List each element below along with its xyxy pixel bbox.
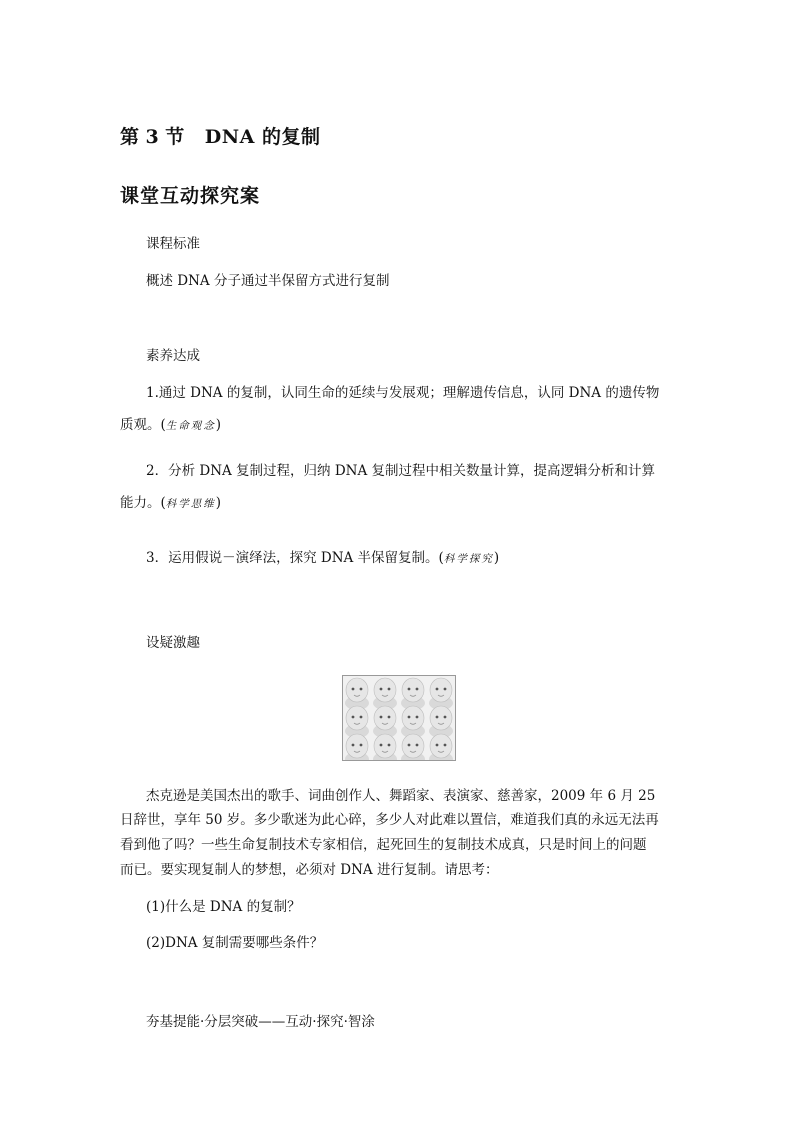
section-title: DNA 的复制 (204, 126, 321, 148)
intro-label: 设疑激趣 (146, 635, 200, 651)
curriculum-standard-content: 概述 DNA 分子通过半保留方式进行复制 (146, 273, 390, 289)
literacy-tag: 科学思维 (165, 498, 216, 510)
page-subheading: 课堂互动探究案 (120, 185, 261, 207)
babies-grid-image (343, 676, 455, 760)
baby-face (401, 706, 425, 738)
question-1: (1)什么是 DNA 的复制？ (146, 899, 301, 915)
section-suffix: 节 (165, 126, 185, 148)
section-prefix: 第 (120, 126, 140, 148)
literacy-tag: 科学探究 (443, 553, 494, 565)
baby-face (345, 678, 369, 710)
baby-face (429, 706, 453, 738)
baby-face (345, 734, 369, 760)
baby-face (401, 734, 425, 760)
intro-paragraph-line2: 日辞世，享年 50 岁。多少歌迷为此心碎，多少人对此难以置信，难道我们真的永远无法再 (120, 812, 659, 828)
baby-face (345, 706, 369, 738)
literacy-label: 素养达成 (146, 348, 200, 364)
literacy-tag: 生命观念 (165, 420, 216, 432)
literacy-item-3: 3．运用假说－演绎法，探究 DNA 半保留复制。(科学探究) (146, 550, 500, 566)
intro-paragraph-line1: 杰克逊是美国杰出的歌手、词曲创作人、舞蹈家、表演家、慈善家，2009 年 6 月 25 (146, 788, 656, 804)
literacy-item-2-line1: 2．分析 DNA 复制过程，归纳 DNA 复制过程中相关数量计算，提高逻辑分析和计算 (146, 463, 656, 479)
section-heading (120, 122, 320, 149)
intro-paragraph-line3: 看到他了吗？一些生命复制技术专家相信，起死回生的复制技术成真，只是时间上的问题 (120, 837, 647, 853)
baby-face (373, 706, 397, 738)
baby-face (373, 734, 397, 760)
baby-face (401, 678, 425, 710)
question-2: (2)DNA 复制需要哪些条件？ (146, 935, 324, 951)
section-number: 3 (145, 126, 160, 148)
baby-face (373, 678, 397, 710)
intro-paragraph-line4: 而已。要实现复制人的梦想，必须对 DNA 进行复制。请思考： (120, 862, 499, 878)
curriculum-standard-label: 课程标准 (146, 236, 200, 252)
baby-face (429, 678, 453, 710)
literacy-item-2-line2: 能力。(科学思维) (120, 495, 222, 511)
footer-section-title: 夯基提能·分层突破——互动·探究·智涂 (146, 1014, 375, 1030)
literacy-item-1-line1: 1.通过 DNA 的复制，认同生命的延续与发展观；理解遗传信息，认同 DNA 的遗传物 (146, 385, 660, 401)
literacy-item-1-line2: 质观。(生命观念) (120, 417, 222, 433)
cloned-babies-photo (342, 675, 456, 761)
baby-face (429, 734, 453, 760)
